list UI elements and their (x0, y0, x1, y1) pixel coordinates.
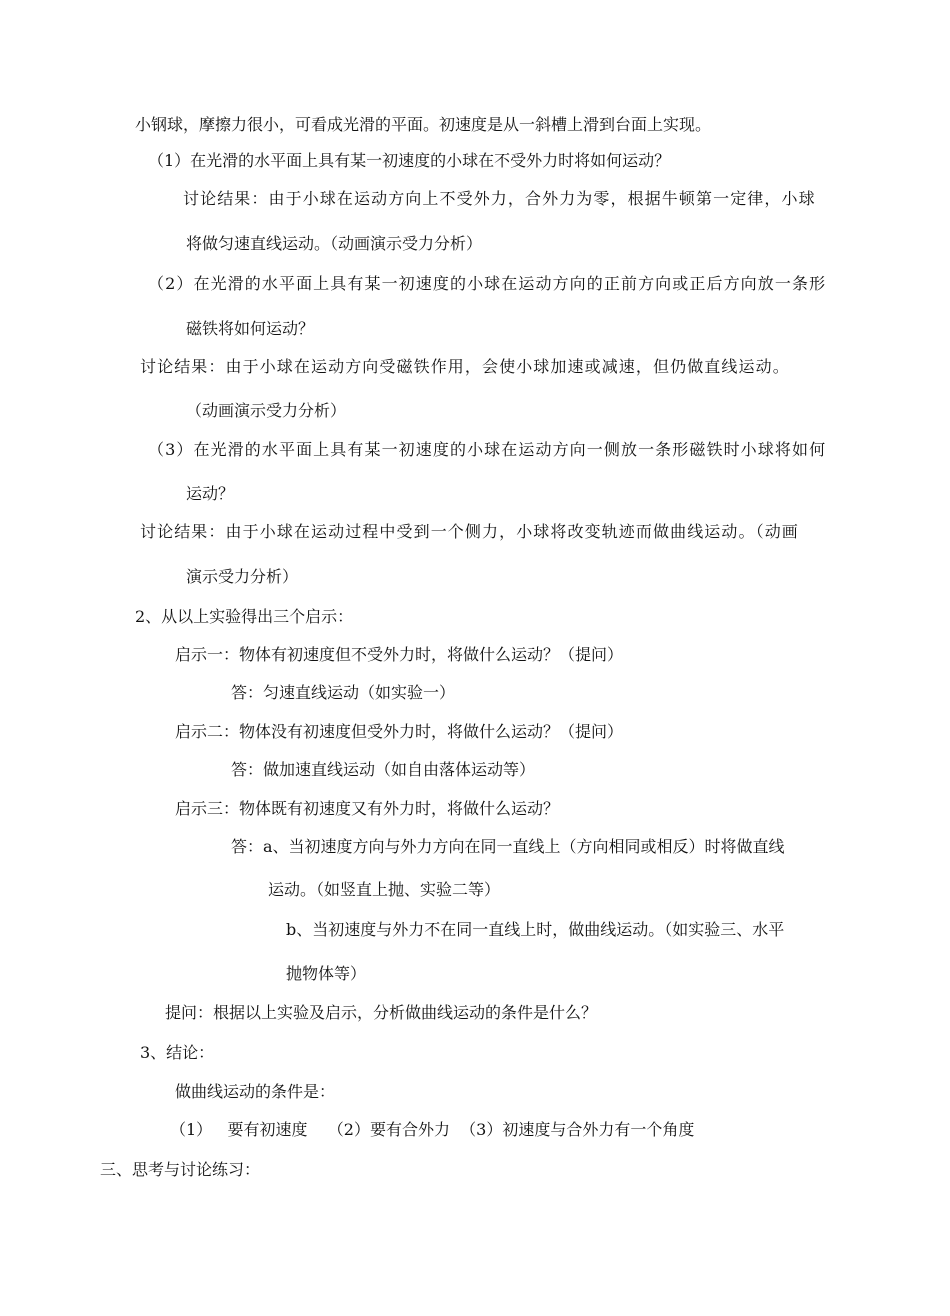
discussion-result-1-line-2: 将做匀速直线运动。（动画演示受力分析） (186, 234, 483, 253)
insight-3-answer-a-line-2: 运动。（如竖直上抛、实验二等） (268, 880, 501, 899)
insight-2-answer: 答：做加速直线运动（如自由落体运动等） (231, 760, 536, 779)
discussion-result-3-line-2: 演示受力分析） (186, 567, 299, 586)
insight-1: 启示一：物体有初速度但不受外力时，将做什么运动？（提问） (175, 645, 624, 664)
discussion-result-2-line-2: （动画演示受力分析） (186, 401, 347, 420)
question-2-line-2: 磁铁将如何运动？ (186, 319, 315, 338)
insight-3: 启示三：物体既有初速度又有外力时，将做什么运动？ (175, 799, 560, 818)
question-3-line-1: （3）在光滑的水平面上具有某一初速度的小球在运动方向一侧放一条形磁铁时小球将如何 (148, 440, 827, 459)
insight-3-answer-b-line-2: 抛物体等） (286, 964, 367, 983)
question-3-line-2: 运动？ (186, 484, 235, 503)
conditions-intro: 做曲线运动的条件是： (175, 1082, 336, 1101)
discussion-result-2-line-1: 讨论结果：由于小球在运动方向受磁铁作用，会使小球加速或减速，但仍做直线运动。 (140, 357, 790, 376)
question-2-line-1: （2）在光滑的水平面上具有某一初速度的小球在运动方向的正前方向或正后方向放一条形 (148, 274, 827, 293)
section-2-heading: 2、从以上实验得出三个启示： (135, 607, 354, 626)
insight-3-answer-a-line-1: 答：a、当初速度方向与外力方向在同一直线上（方向相同或相反）时将做直线 (231, 837, 785, 856)
part-3-heading: 三、思考与讨论练习： (100, 1160, 261, 1179)
section-3-heading: 3、结论： (140, 1043, 215, 1062)
insight-3-answer-b-line-1: b、当初速度与外力不在同一直线上时，做曲线运动。（如实验三、水平 (286, 920, 785, 939)
question-conditions: 提问：根据以上实验及启示，分析做曲线运动的条件是什么？ (165, 1003, 598, 1022)
paragraph-intro-continuation: 小钢球，摩擦力很小，可看成光滑的平面。初速度是从一斜槽上滑到台面上实现。 (135, 115, 712, 134)
discussion-result-1-line-1: 讨论结果：由于小球在运动方向上不受外力，合外力为零，根据牛顿第一定律，小球 (183, 189, 816, 208)
discussion-result-3-line-1: 讨论结果：由于小球在运动过程中受到一个侧力，小球将改变轨迹而做曲线运动。（动画 (140, 522, 799, 541)
conditions-list: （1） 要有初速度 （2）要有合外力 （3）初速度与合外力有一个角度 (170, 1120, 695, 1139)
insight-2: 启示二：物体没有初速度但受外力时，将做什么运动？（提问） (175, 722, 624, 741)
insight-1-answer: 答：匀速直线运动（如实验一） (231, 683, 456, 702)
question-1: （1）在光滑的水平面上具有某一初速度的小球在不受外力时将如何运动？ (148, 151, 671, 170)
